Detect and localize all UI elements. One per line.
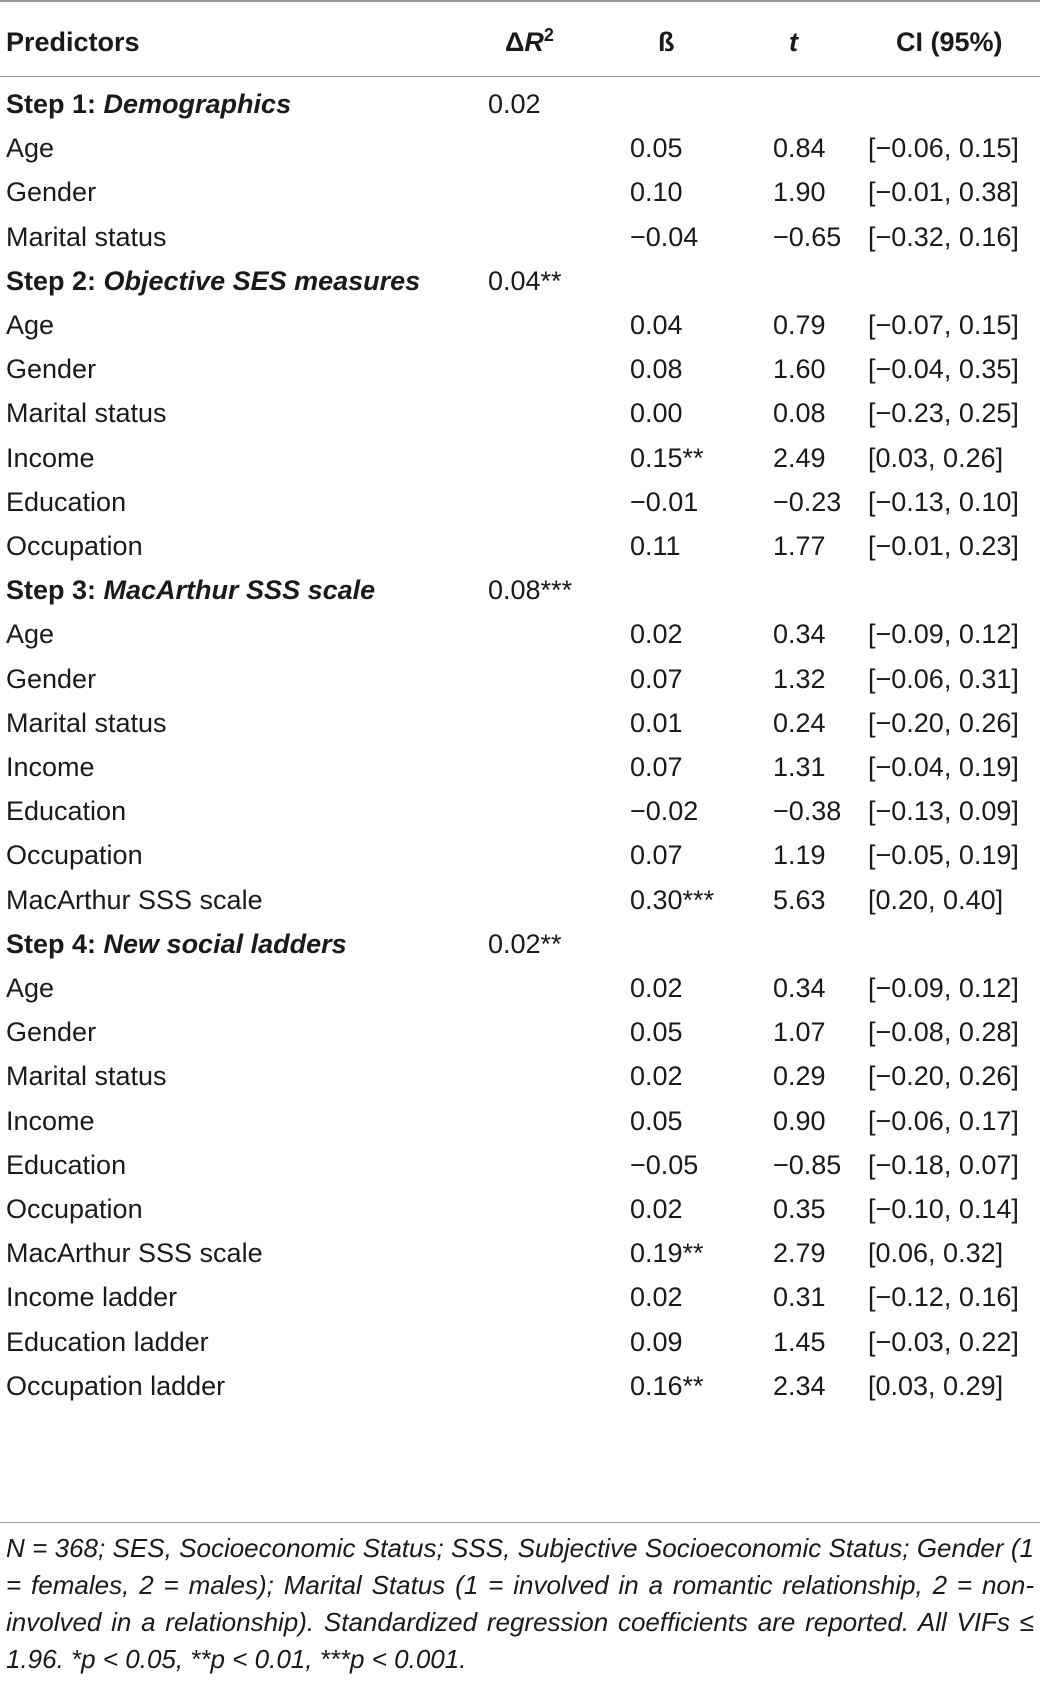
- table-row: [0, 170, 1040, 214]
- t-cell: 0.34: [773, 619, 826, 650]
- predictor-cell: Education ladder: [6, 1326, 209, 1357]
- header-r-var: R: [524, 27, 544, 57]
- table-header-rule: [0, 76, 1040, 77]
- ci-cell: [−0.01, 0.38]: [868, 177, 1019, 208]
- t-cell: 0.90: [773, 1105, 826, 1136]
- predictor-cell: Gender: [6, 354, 97, 385]
- predictor-cell: Occupation: [6, 531, 143, 561]
- ci-cell: [0.20, 0.40]: [868, 884, 1004, 915]
- predictor-cell: Marital status: [6, 398, 167, 429]
- ci-cell: [−0.20, 0.26]: [868, 1061, 1019, 1092]
- ci-cell: [−0.04, 0.19]: [868, 752, 1019, 782]
- table-row: [0, 391, 1040, 435]
- beta-cell: 0.00: [630, 398, 683, 429]
- table-row: [0, 1010, 1040, 1054]
- step-row: [0, 568, 1040, 612]
- beta-cell: 0.05: [630, 1105, 683, 1136]
- table-row: [0, 1275, 1040, 1319]
- beta-cell: 0.11: [630, 531, 681, 561]
- predictor-cell: Income: [6, 1105, 95, 1136]
- predictor-cell: Occupation: [6, 1194, 143, 1224]
- step-delta-r2: 0.02: [488, 89, 541, 119]
- step-number: Step 1:: [6, 89, 104, 119]
- predictor-cell: Age: [6, 310, 55, 340]
- step-label: [6, 922, 347, 966]
- ci-cell: [−0.09, 0.12]: [868, 973, 1019, 1003]
- t-cell: 2.49: [773, 442, 826, 473]
- header-delta-symbol: Δ: [505, 27, 525, 57]
- beta-cell: 0.02: [630, 1282, 683, 1313]
- table-bottom-rule: [0, 1522, 1040, 1523]
- t-cell: 0.24: [773, 707, 826, 738]
- t-cell: 0.08: [773, 398, 826, 429]
- predictor-cell: Income: [6, 752, 95, 782]
- t-cell: 2.34: [773, 1370, 826, 1401]
- beta-cell: 0.02: [630, 619, 683, 650]
- beta-cell: 0.05: [630, 1017, 683, 1048]
- table-row: [0, 524, 1040, 568]
- table-row: [0, 1320, 1040, 1364]
- table-row: [0, 833, 1040, 877]
- beta-cell: −0.05: [630, 1149, 699, 1180]
- step-label: [6, 259, 420, 303]
- table-row: [0, 789, 1040, 833]
- beta-cell: 0.02: [630, 1061, 683, 1092]
- ci-cell: [−0.01, 0.23]: [868, 531, 1019, 561]
- table-row: [0, 701, 1040, 745]
- ci-cell: [−0.06, 0.17]: [868, 1105, 1019, 1136]
- ci-cell: [−0.05, 0.19]: [868, 840, 1019, 871]
- table-row: [0, 1231, 1040, 1275]
- predictor-cell: Gender: [6, 177, 97, 208]
- t-cell: −0.65: [773, 221, 842, 252]
- step-label: [6, 568, 375, 612]
- ci-cell: [−0.13, 0.09]: [868, 796, 1019, 827]
- beta-cell: −0.02: [630, 796, 699, 827]
- t-cell: 0.35: [773, 1194, 826, 1224]
- table-row: [0, 1099, 1040, 1143]
- t-cell: −0.23: [773, 486, 842, 517]
- predictor-cell: Occupation ladder: [6, 1370, 226, 1401]
- table-footnote: N = 368; SES, Socioeconomic Status; SSS, Subjective Socioeconomic Status; Gender (1 = females, 2 = males); Marital Status (1 = involved in a romantic relationship, 2 = non-involved in a relationship). Standardized regression coefficients are reported. All VIFs ≤ 1.96. *p < 0.05, **p < 0.01, ***p < 0.001.: [6, 1533, 1034, 1674]
- ci-cell: [0.06, 0.32]: [868, 1238, 1004, 1269]
- beta-cell: 0.01: [630, 707, 683, 738]
- t-cell: 1.77: [773, 531, 826, 561]
- header-predictors: Predictors: [6, 27, 140, 57]
- t-cell: 0.34: [773, 973, 826, 1003]
- ci-cell: [−0.09, 0.12]: [868, 619, 1019, 650]
- table-header-row: [0, 20, 1040, 64]
- t-cell: −0.85: [773, 1149, 842, 1180]
- ci-cell: [0.03, 0.26]: [868, 442, 1004, 473]
- step-label: [6, 82, 291, 126]
- table-row: [0, 126, 1040, 170]
- table-row: [0, 436, 1040, 480]
- step-row: [0, 259, 1040, 303]
- ci-cell: [−0.12, 0.16]: [868, 1282, 1019, 1313]
- beta-cell: 0.02: [630, 973, 683, 1003]
- ci-cell: [0.03, 0.29]: [868, 1370, 1004, 1401]
- header-r-sup: 2: [543, 25, 554, 45]
- table-row: [0, 1054, 1040, 1098]
- step-number: Step 2:: [6, 265, 104, 296]
- header-beta: ß: [658, 27, 675, 57]
- predictor-cell: Education: [6, 1149, 127, 1180]
- beta-cell: 0.07: [630, 840, 683, 871]
- ci-cell: [−0.18, 0.07]: [868, 1149, 1019, 1180]
- step-row: [0, 82, 1040, 126]
- ci-cell: [−0.03, 0.22]: [868, 1326, 1019, 1357]
- table-row: [0, 657, 1040, 701]
- table-row: [0, 1187, 1040, 1231]
- beta-cell: 0.07: [630, 663, 683, 694]
- t-cell: 1.90: [773, 177, 826, 208]
- ci-cell: [−0.23, 0.25]: [868, 398, 1019, 429]
- beta-cell: 0.10: [630, 177, 683, 208]
- table-row: [0, 966, 1040, 1010]
- predictor-cell: MacArthur SSS scale: [6, 884, 263, 915]
- step-row: [0, 922, 1040, 966]
- beta-cell: 0.08: [630, 354, 683, 385]
- beta-cell: 0.09: [630, 1326, 683, 1357]
- t-cell: 5.63: [773, 884, 826, 915]
- header-t: t: [789, 27, 798, 57]
- step-number: Step 4:: [6, 928, 104, 959]
- beta-cell: −0.01: [630, 486, 699, 517]
- beta-cell: 0.16**: [630, 1370, 704, 1401]
- step-title: Objective SES measures: [103, 265, 421, 296]
- predictor-cell: Education: [6, 486, 127, 517]
- t-cell: 2.79: [773, 1238, 826, 1269]
- step-delta-r2: 0.02**: [488, 928, 562, 959]
- predictor-cell: Income ladder: [6, 1282, 178, 1313]
- predictor-cell: Age: [6, 619, 55, 650]
- ci-cell: [−0.08, 0.28]: [868, 1017, 1019, 1048]
- beta-cell: 0.02: [630, 1194, 683, 1224]
- beta-cell: 0.15**: [630, 442, 704, 473]
- step-delta-r2: 0.08***: [488, 575, 573, 606]
- table-row: [0, 878, 1040, 922]
- ci-cell: [−0.07, 0.15]: [868, 310, 1019, 340]
- ci-cell: [−0.13, 0.10]: [868, 486, 1019, 517]
- step-title: Demographics: [103, 89, 292, 119]
- t-cell: 0.84: [773, 133, 826, 164]
- predictor-cell: Age: [6, 133, 55, 164]
- table-row: [0, 612, 1040, 656]
- t-cell: −0.38: [773, 796, 842, 827]
- beta-cell: 0.05: [630, 133, 683, 164]
- t-cell: 1.45: [773, 1326, 826, 1357]
- step-number: Step 3:: [6, 575, 104, 606]
- table-row: [0, 480, 1040, 524]
- header-delta-r2: [505, 20, 554, 64]
- step-title: New social ladders: [103, 928, 347, 959]
- table-row: [0, 303, 1040, 347]
- beta-cell: −0.04: [630, 221, 699, 252]
- table-row: [0, 1143, 1040, 1187]
- ci-cell: [−0.06, 0.31]: [868, 663, 1019, 694]
- predictor-cell: Marital status: [6, 707, 167, 738]
- beta-cell: 0.07: [630, 752, 683, 782]
- predictor-cell: Age: [6, 973, 55, 1003]
- t-cell: 0.79: [773, 310, 826, 340]
- ci-cell: [−0.32, 0.16]: [868, 221, 1019, 252]
- step-title: MacArthur SSS scale: [103, 575, 376, 606]
- predictor-cell: Marital status: [6, 1061, 167, 1092]
- t-cell: 1.31: [773, 752, 826, 782]
- ci-cell: [−0.10, 0.14]: [868, 1194, 1019, 1224]
- t-cell: 1.07: [773, 1017, 826, 1048]
- predictor-cell: Gender: [6, 1017, 97, 1048]
- predictor-cell: Income: [6, 442, 95, 473]
- predictor-cell: MacArthur SSS scale: [6, 1238, 263, 1269]
- beta-cell: 0.04: [630, 310, 683, 340]
- ci-cell: [−0.06, 0.15]: [868, 133, 1019, 164]
- predictor-cell: Education: [6, 796, 127, 827]
- t-cell: 1.32: [773, 663, 826, 694]
- table-row: [0, 745, 1040, 789]
- predictor-cell: Occupation: [6, 840, 143, 871]
- predictor-cell: Gender: [6, 663, 97, 694]
- table-row: [0, 347, 1040, 391]
- t-cell: 0.29: [773, 1061, 826, 1092]
- beta-cell: 0.19**: [630, 1238, 704, 1269]
- t-cell: 1.19: [773, 840, 826, 871]
- table-row: [0, 1364, 1040, 1408]
- table-top-rule: [0, 0, 1040, 2]
- beta-cell: 0.30***: [630, 884, 715, 915]
- ci-cell: [−0.04, 0.35]: [868, 354, 1019, 385]
- t-cell: 1.60: [773, 354, 826, 385]
- t-cell: 0.31: [773, 1282, 826, 1313]
- predictor-cell: Marital status: [6, 221, 167, 252]
- header-ci: CI (95%): [896, 27, 1003, 57]
- ci-cell: [−0.20, 0.26]: [868, 707, 1019, 738]
- step-delta-r2: 0.04**: [488, 265, 562, 296]
- table-row: [0, 215, 1040, 259]
